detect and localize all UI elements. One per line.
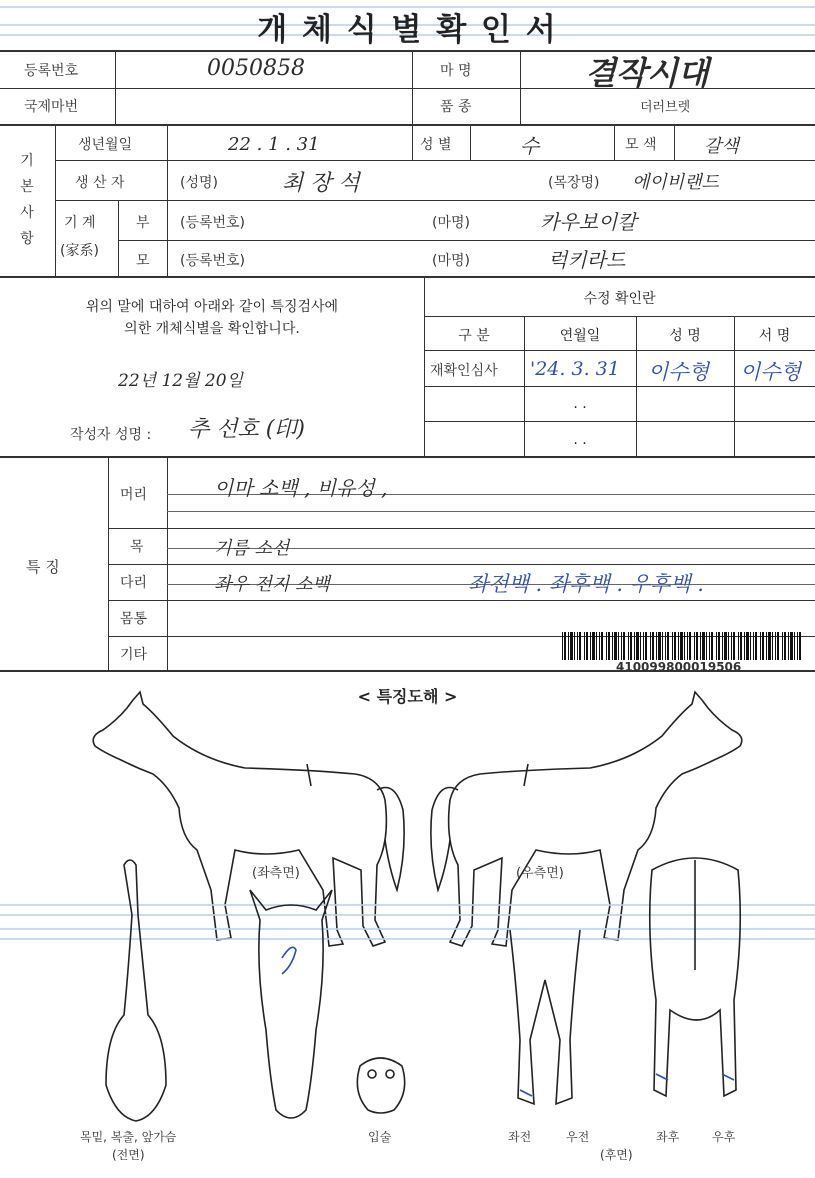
barcode-bar: [623, 632, 625, 660]
barcode-bar: [650, 632, 651, 660]
feature-label-head: 머리: [120, 487, 148, 503]
barcode-bar: [674, 632, 676, 660]
pedigree-hanja: (家系): [60, 243, 99, 259]
breed-label: 품 종: [440, 99, 472, 115]
barcode-bar: [592, 632, 595, 660]
muzzle-drawing: [352, 1052, 410, 1116]
dam-label: 모: [136, 253, 150, 269]
rear-label-right-front: 우전: [566, 1130, 590, 1144]
barcode-bar: [728, 632, 729, 660]
barcode-bar: [596, 632, 597, 660]
barcode-bar: [777, 632, 779, 660]
barcode-bar: [702, 632, 705, 660]
front-caption-line-2: (전면): [112, 1148, 145, 1162]
barcode-bar: [746, 632, 749, 660]
barcode-bar: [794, 632, 795, 660]
farm-label: (목장명): [548, 175, 600, 191]
barcode-bar: [689, 632, 691, 660]
reg-no-value: 0050858: [207, 56, 305, 81]
revision-header-sign: 서 명: [758, 328, 791, 344]
barcode-bar: [570, 632, 573, 660]
producer-label: 생 산 자: [75, 175, 125, 191]
barcode-bar: [711, 632, 713, 660]
barcode-bar: [788, 632, 789, 660]
barcode-bar: [643, 632, 644, 660]
dam-reg-label: (등록번호): [180, 253, 246, 269]
barcode-bar: [722, 632, 723, 660]
sire-name-label: (마명): [432, 215, 470, 231]
revision-row-name: 이수형: [648, 360, 709, 384]
rear-label-right-hind: 우후: [712, 1130, 736, 1144]
barcode-bar: [694, 632, 695, 660]
feature-value-legs: 좌우 전지 소백: [214, 574, 330, 595]
dam-name-label: (마명): [432, 253, 470, 269]
barcode-bar: [640, 632, 641, 660]
muzzle-label: 입술: [368, 1130, 392, 1144]
intl-label: 국제마번: [24, 99, 79, 115]
statement-line-1: 위의 말에 대하여 아래와 같이 특징검사에: [85, 299, 339, 315]
feature-value-legs-revision: 좌전백 . 좌후백 . 우후백 .: [468, 572, 704, 596]
barcode-bar: [750, 632, 751, 660]
horse-front-legs-drawing: [500, 920, 590, 1120]
barcode-bar: [621, 632, 622, 660]
barcode-bar: [740, 632, 742, 660]
barcode-bar: [662, 632, 663, 660]
producer-name-label: (성명): [180, 175, 218, 191]
barcode-number: 410099800019506: [616, 660, 742, 674]
horse-head-front-drawing: [236, 880, 346, 1130]
sex-label: 성 별: [420, 137, 452, 153]
barcode-bar: [658, 632, 661, 660]
barcode-bar: [768, 632, 771, 660]
barcode-bar: [606, 632, 607, 660]
birth-value: 22 . 1 . 31: [228, 134, 320, 155]
revision-header-type: 구 분: [458, 328, 490, 344]
barcode-bar: [672, 632, 673, 660]
farm-value: 에이비랜드: [632, 172, 719, 193]
barcode-bar: [733, 632, 735, 660]
barcode-bar: [687, 632, 688, 660]
birth-label: 생년월일: [78, 137, 133, 153]
feature-label-other: 기타: [120, 647, 148, 663]
revision-header-date: 연월일: [559, 328, 601, 344]
barcode: [562, 632, 804, 660]
sire-reg-label: (등록번호): [180, 215, 246, 231]
author-label: 작성자 성명 :: [70, 427, 152, 443]
barcode-bar: [753, 632, 754, 660]
barcode-bar: [706, 632, 707, 660]
barcode-bar: [590, 632, 591, 660]
barcode-bar: [718, 632, 720, 660]
barcode-bar: [790, 632, 793, 660]
barcode-bar: [762, 632, 764, 660]
horse-name-label: 마 명: [440, 63, 472, 79]
barcode-bar: [614, 632, 617, 660]
barcode-bar: [586, 632, 588, 660]
rear-label-left-hind: 좌후: [656, 1130, 680, 1144]
revision-row-sign: 이수형: [740, 360, 801, 384]
feature-label-legs: 다리: [120, 575, 148, 591]
barcode-bar: [574, 632, 575, 660]
barcode-bar: [579, 632, 581, 660]
barcode-bar: [634, 632, 635, 660]
barcode-bar: [645, 632, 647, 660]
barcode-bar: [760, 632, 761, 660]
left-side-label: (좌측면): [252, 866, 300, 881]
revision-row-date-empty: . .: [573, 396, 587, 412]
author-value: 추 선호 (印): [188, 417, 305, 442]
barcode-bar: [584, 632, 585, 660]
barcode-bar: [766, 632, 767, 660]
color-value: 갈색: [704, 136, 739, 157]
features-section-label: 특 징: [26, 558, 60, 576]
barcode-bar: [782, 632, 783, 660]
barcode-bar: [630, 632, 632, 660]
producer-name-value: 최 장 석: [282, 171, 360, 196]
feature-value-neck: 기름 소선: [214, 538, 290, 559]
front-caption-line-1: 목밑, 복출, 앞가슴: [80, 1130, 177, 1144]
barcode-bar: [577, 632, 578, 660]
document-title: 개 체 식 별 확 인 서: [257, 12, 558, 48]
barcode-bar: [684, 632, 685, 660]
sire-name-value: 카우보이칼: [540, 210, 637, 234]
horse-name-value: 결작시대: [585, 54, 709, 92]
right-side-label: (우측면): [516, 866, 564, 881]
barcode-bar: [562, 632, 563, 660]
issue-date: 22년 12월 20일: [118, 371, 243, 391]
rear-label-left-front: 좌전: [508, 1130, 532, 1144]
horse-rear-drawing: [640, 850, 750, 1120]
feature-label-body: 몸통: [120, 611, 148, 627]
pedigree-label: 기 계: [64, 215, 96, 231]
barcode-bar: [731, 632, 732, 660]
barcode-bar: [700, 632, 701, 660]
feature-value-head: 이마 소백 , 비유성 ,: [214, 476, 388, 500]
barcode-bar: [678, 632, 679, 660]
barcode-bar: [618, 632, 619, 660]
dam-name-value: 럭키라드: [548, 248, 626, 272]
barcode-bar: [797, 632, 798, 660]
barcode-bar: [696, 632, 698, 660]
barcode-bar: [716, 632, 717, 660]
barcode-bar: [656, 632, 657, 660]
barcode-bar: [612, 632, 613, 660]
revision-title: 수정 확인란: [583, 291, 656, 307]
revision-row-date: '24. 3. 31: [530, 358, 620, 380]
revision-row-date-empty: . .: [573, 432, 587, 448]
diagram-title: < 특징도해 >: [357, 687, 458, 706]
barcode-bar: [744, 632, 745, 660]
breed-value: 더러브렛: [640, 100, 691, 115]
basic-section-label: 기 본 사 항: [20, 153, 34, 247]
revision-header-name: 성 명: [669, 328, 701, 344]
sex-value: 수: [520, 134, 540, 158]
barcode-bar: [564, 632, 566, 660]
revision-row-type: 재확인심사: [430, 363, 498, 379]
barcode-bar: [680, 632, 683, 660]
sire-label: 부: [136, 215, 150, 231]
barcode-bar: [772, 632, 773, 660]
barcode-bar: [665, 632, 666, 660]
barcode-bar: [667, 632, 669, 660]
barcode-bar: [636, 632, 639, 660]
statement-line-2: 의한 개체식별을 확인합니다.: [124, 321, 300, 337]
color-label: 모 색: [625, 137, 657, 153]
feature-label-neck: 목: [130, 539, 144, 555]
barcode-bar: [608, 632, 610, 660]
rear-caption: (후면): [600, 1148, 633, 1162]
barcode-bar: [799, 632, 801, 660]
horse-front-underside-drawing: [96, 855, 176, 1125]
barcode-bar: [568, 632, 569, 660]
barcode-bar: [738, 632, 739, 660]
barcode-bar: [652, 632, 654, 660]
barcode-bar: [724, 632, 727, 660]
barcode-bar: [709, 632, 710, 660]
barcode-bar: [755, 632, 757, 660]
barcode-bar: [628, 632, 629, 660]
barcode-bar: [784, 632, 786, 660]
barcode-bar: [599, 632, 600, 660]
reg-no-label: 등록번호: [24, 63, 79, 79]
barcode-bar: [775, 632, 776, 660]
barcode-bar: [601, 632, 603, 660]
